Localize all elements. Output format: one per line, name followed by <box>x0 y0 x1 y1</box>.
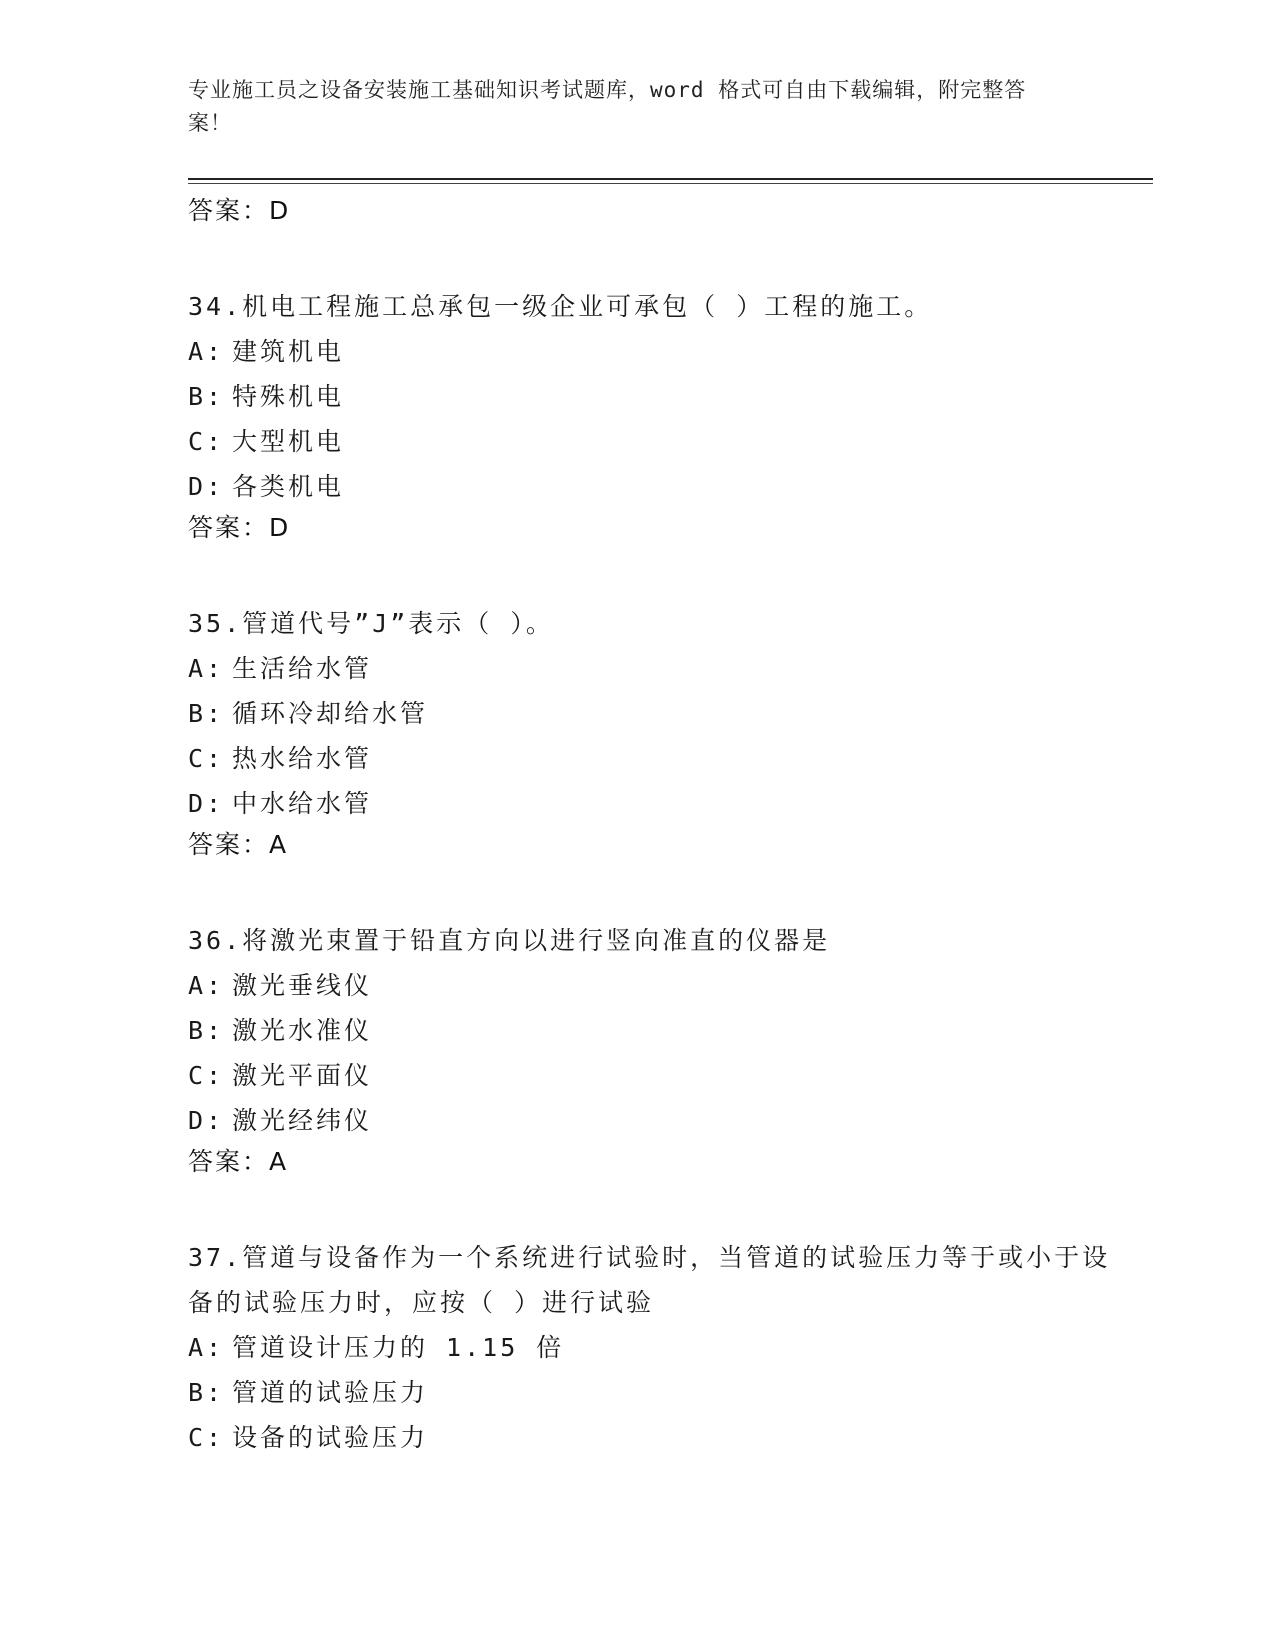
question-text: 37.管道与设备作为一个系统进行试验时，当管道的试验压力等于或小于设备的试验压力时，应按（ ）进行试验 <box>188 1243 1111 1317</box>
option-a <box>188 1325 1118 1370</box>
option-key: B: <box>188 382 225 411</box>
option-key: D: <box>188 789 225 818</box>
option-a <box>188 329 1118 374</box>
option-key: C: <box>188 427 225 456</box>
question-text: 35.管道代号”J”表示（ ）。 <box>188 609 554 638</box>
option-text: 热水给水管 <box>232 744 373 773</box>
question-36 <box>188 918 1118 1181</box>
option-d <box>188 781 1118 826</box>
option-d <box>188 464 1118 509</box>
option-text: 大型机电 <box>232 427 345 456</box>
option-key: B: <box>188 699 225 728</box>
option-key: D: <box>188 1106 225 1135</box>
option-text: 中水给水管 <box>232 789 373 818</box>
question-37 <box>188 1235 1118 1460</box>
answer: 答案：D <box>188 513 291 542</box>
question-35 <box>188 601 1118 864</box>
option-key: B: <box>188 1378 225 1407</box>
option-c <box>188 736 1118 781</box>
document-header: 专业施工员之设备安装施工基础知识考试题库，word 格式可自由下载编辑，附完整答案！ <box>188 78 1027 135</box>
option-key: A: <box>188 1333 225 1362</box>
option-text: 激光平面仪 <box>232 1061 373 1090</box>
option-key: A: <box>188 654 225 683</box>
option-text: 管道的试验压力 <box>232 1378 429 1407</box>
question-list <box>188 192 1118 1460</box>
option-d <box>188 1098 1118 1143</box>
option-text: 特殊机电 <box>232 382 345 411</box>
option-key: A: <box>188 971 225 1000</box>
option-text: 激光水准仪 <box>232 1016 373 1045</box>
option-text: 建筑机电 <box>232 337 345 366</box>
option-text: 激光经纬仪 <box>232 1106 373 1135</box>
option-b <box>188 374 1118 419</box>
option-c <box>188 1415 1118 1460</box>
option-key: C: <box>188 1423 225 1452</box>
question-text: 36.将激光束置于铅直方向以进行竖向准直的仪器是 <box>188 926 831 955</box>
option-text: 生活给水管 <box>232 654 373 683</box>
question-text: 34.机电工程施工总承包一级企业可承包（ ）工程的施工。 <box>188 292 933 321</box>
option-b <box>188 691 1118 736</box>
header-rule-thick <box>188 178 1153 180</box>
option-key: C: <box>188 744 225 773</box>
option-a <box>188 646 1118 691</box>
option-c <box>188 419 1118 464</box>
header-rule-thin <box>188 183 1153 184</box>
answer: 答案：A <box>188 830 289 859</box>
answer: 答案：A <box>188 1147 289 1176</box>
option-c <box>188 1053 1118 1098</box>
option-key: C: <box>188 1061 225 1090</box>
question-34 <box>188 284 1118 547</box>
option-text: 各类机电 <box>232 472 345 501</box>
option-key: A: <box>188 337 225 366</box>
option-b <box>188 1370 1118 1415</box>
option-key: B: <box>188 1016 225 1045</box>
option-a <box>188 963 1118 1008</box>
option-text: 管道设计压力的 1.15 倍 <box>232 1333 565 1362</box>
option-text: 激光垂线仪 <box>232 971 373 1000</box>
option-text: 循环冷却给水管 <box>232 699 429 728</box>
previous-answer: 答案：D <box>188 196 291 225</box>
option-text: 设备的试验压力 <box>232 1423 429 1452</box>
option-b <box>188 1008 1118 1053</box>
option-key: D: <box>188 472 225 501</box>
